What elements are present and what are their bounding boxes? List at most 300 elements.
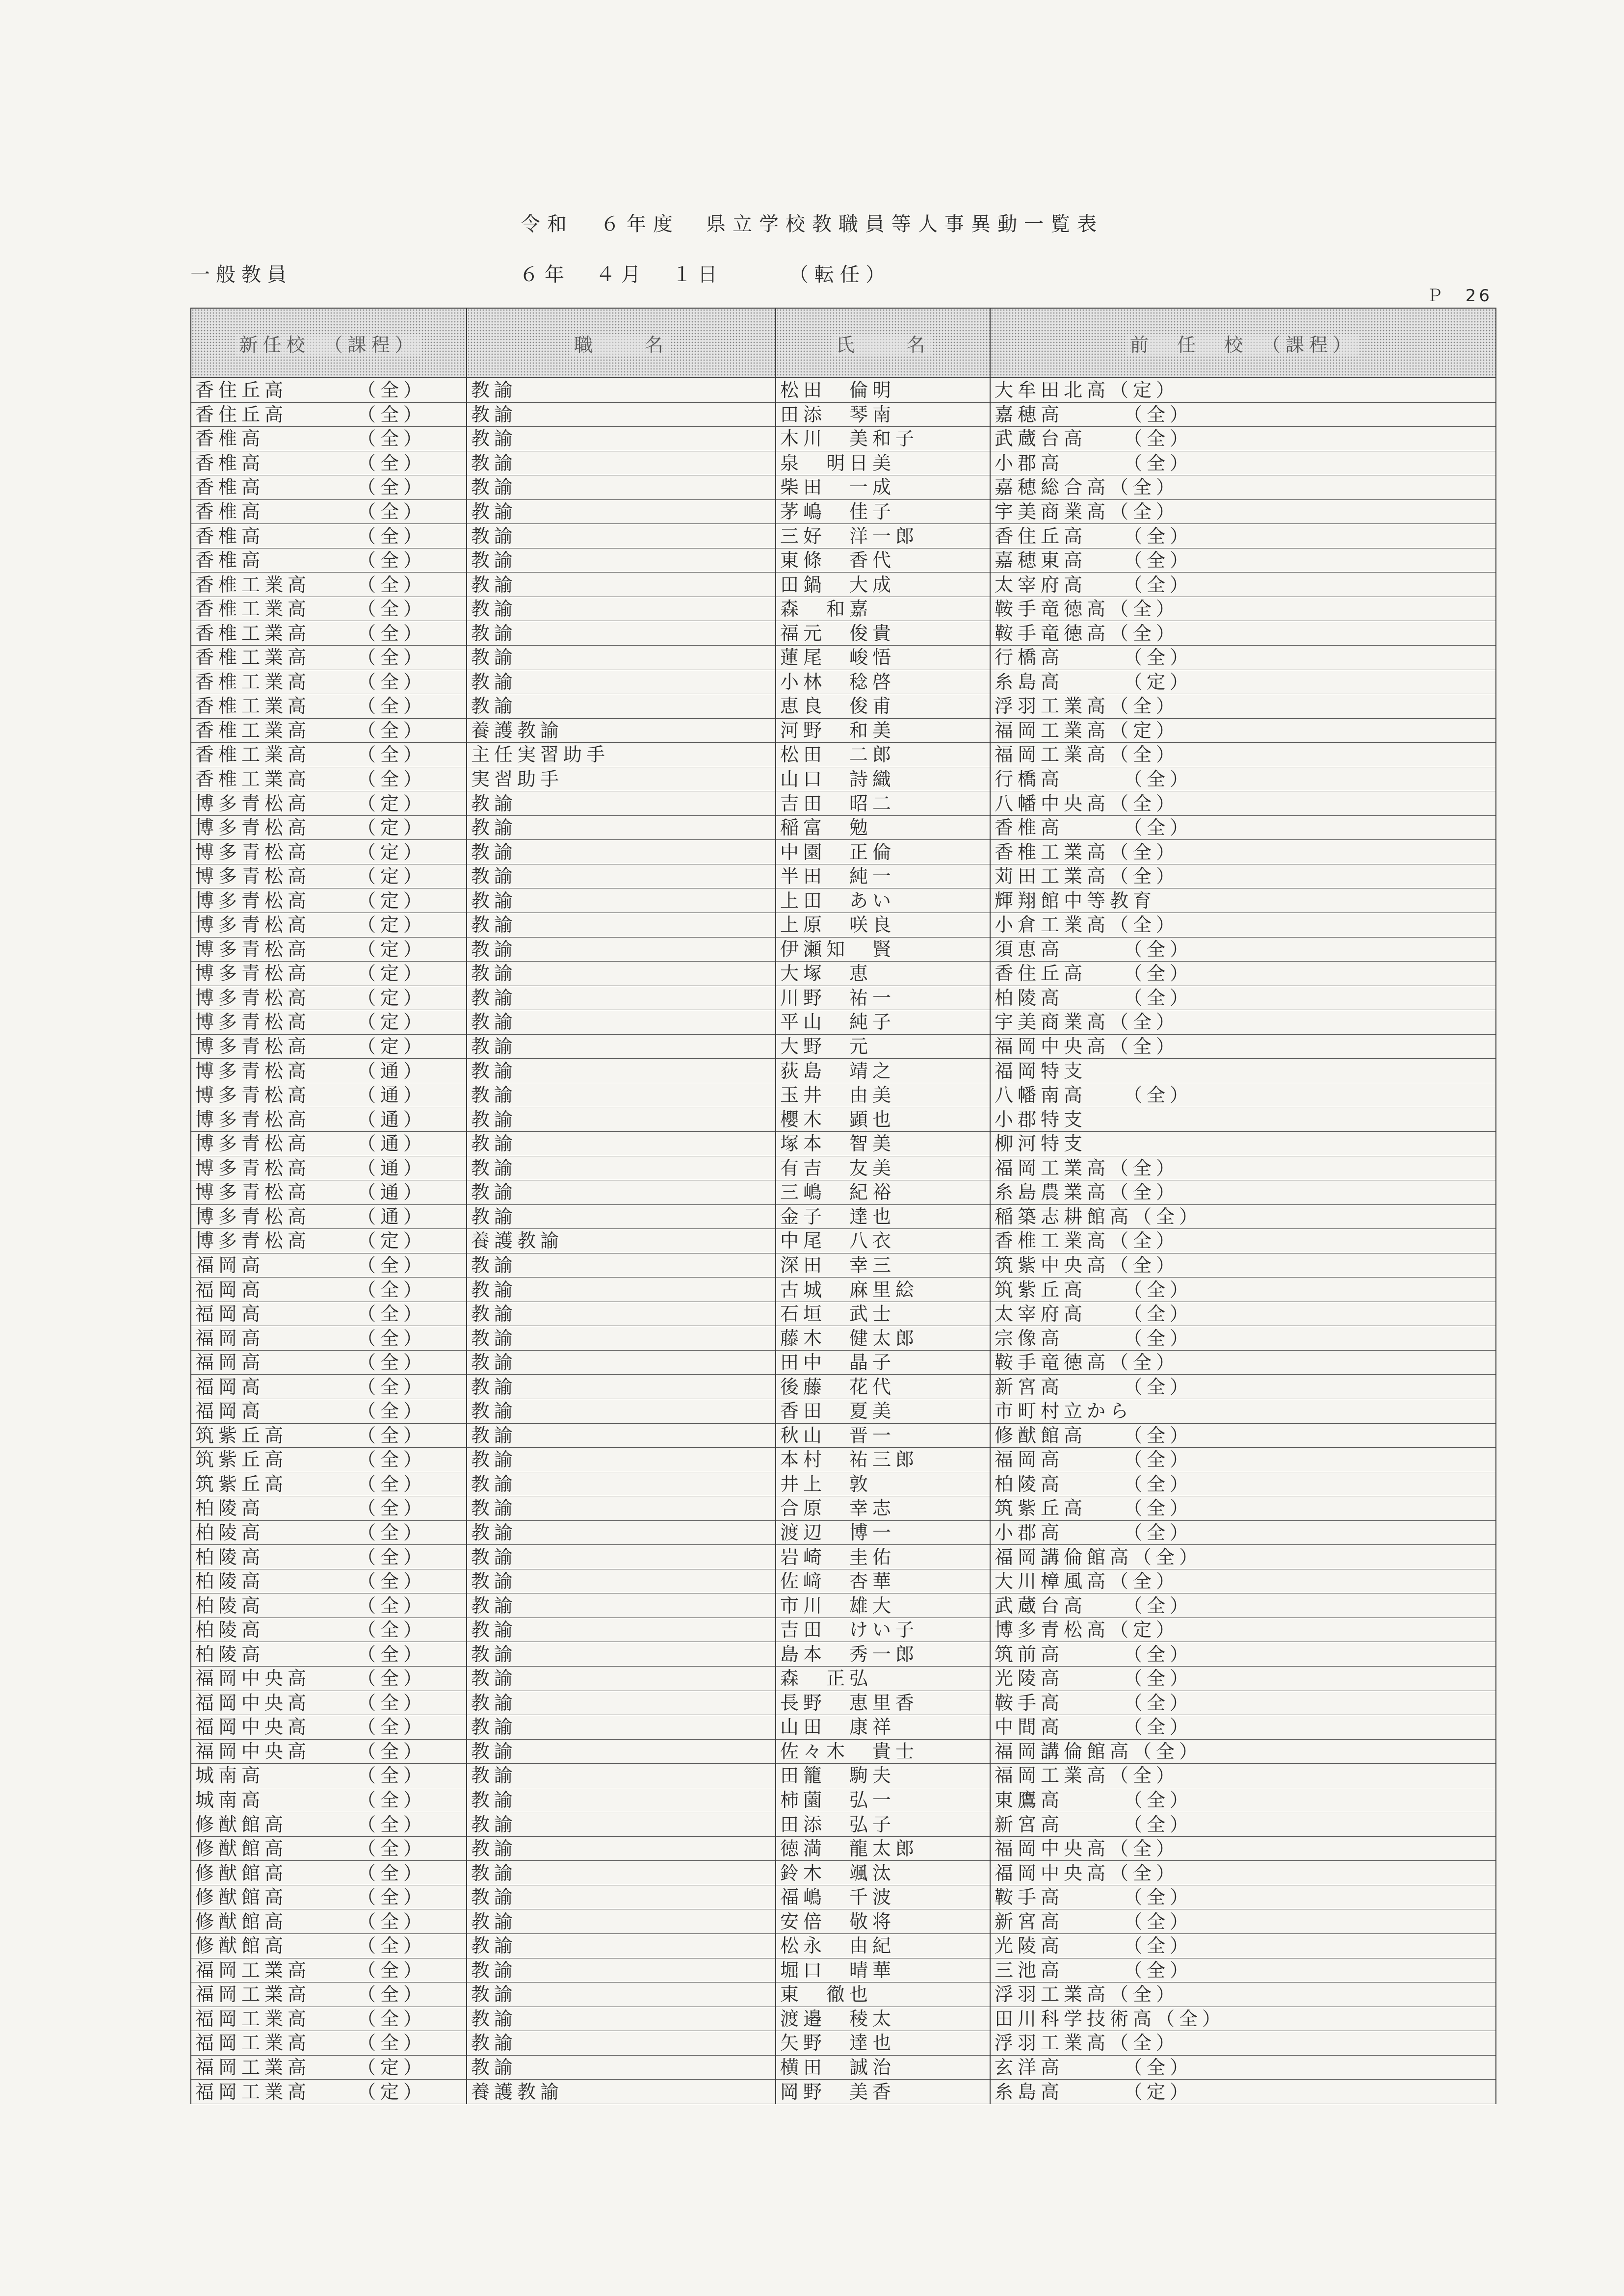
new-school-cell bbox=[191, 1253, 467, 1278]
position-cell: 教諭 bbox=[467, 986, 776, 1010]
table-row bbox=[191, 1448, 1496, 1472]
name-cell: 上原 咲良 bbox=[776, 913, 990, 938]
name-cell: 三嶋 紀裕 bbox=[776, 1180, 990, 1205]
position-cell: 教諭 bbox=[467, 524, 776, 548]
new-school: 博多青松高 bbox=[195, 963, 311, 985]
name-cell: 中尾 八衣 bbox=[776, 1229, 990, 1253]
previous-school-cell: 新宮高 （全） bbox=[990, 1909, 1496, 1934]
position-cell: 教諭 bbox=[467, 1885, 776, 1909]
previous-school-cell: 糸島高 （定） bbox=[990, 2080, 1496, 2104]
new-school: 博多青松高 bbox=[195, 1230, 311, 1252]
name-cell: 市川 雄大 bbox=[776, 1593, 990, 1618]
table-row bbox=[191, 1229, 1496, 1253]
table-row bbox=[191, 913, 1496, 938]
new-school: 香椎工業高 bbox=[195, 695, 311, 717]
table-row bbox=[191, 1204, 1496, 1229]
course: （通） bbox=[357, 1108, 427, 1130]
new-school: 博多青松高 bbox=[195, 889, 311, 912]
position-cell: 教諭 bbox=[467, 1131, 776, 1156]
previous-school-cell: 行橋高 （全） bbox=[990, 646, 1496, 670]
new-school-cell bbox=[191, 1691, 467, 1715]
previous-school-cell: 福岡高 （全） bbox=[990, 1448, 1496, 1472]
new-school-cell bbox=[191, 1010, 467, 1035]
new-school-cell bbox=[191, 427, 467, 451]
new-school-cell bbox=[191, 1229, 467, 1253]
table-row bbox=[191, 646, 1496, 670]
previous-school-cell: 福岡工業高（全） bbox=[990, 1764, 1496, 1788]
position-cell: 教諭 bbox=[467, 1107, 776, 1132]
name-cell: 半田 純一 bbox=[776, 864, 990, 888]
name-cell: 山口 詩織 bbox=[776, 767, 990, 791]
table-row bbox=[191, 427, 1496, 451]
table-row bbox=[191, 962, 1496, 986]
table-row bbox=[191, 1812, 1496, 1837]
name-cell: 松永 由紀 bbox=[776, 1934, 990, 1958]
name-cell: 佐々木 貴士 bbox=[776, 1739, 990, 1764]
new-school: 博多青松高 bbox=[195, 1205, 311, 1227]
previous-school-cell: 小郡特支 bbox=[990, 1107, 1496, 1132]
previous-school-cell: 市町村立から bbox=[990, 1399, 1496, 1423]
table-row bbox=[191, 670, 1496, 694]
course: （全） bbox=[357, 1400, 427, 1422]
position-cell: 養護教諭 bbox=[467, 718, 776, 743]
new-school: 筑紫丘高 bbox=[195, 1473, 288, 1495]
previous-school-cell: 柏陵高 （全） bbox=[990, 1472, 1496, 1496]
name-cell: 藤木 健太郎 bbox=[776, 1326, 990, 1351]
previous-school-cell: 新宮高 （全） bbox=[990, 1375, 1496, 1399]
table-row bbox=[191, 1131, 1496, 1156]
course: （全） bbox=[357, 1521, 427, 1543]
position-cell: 教諭 bbox=[467, 670, 776, 694]
new-school: 福岡高 bbox=[195, 1352, 265, 1374]
new-school: 香椎工業高 bbox=[195, 671, 311, 693]
table-row bbox=[191, 1764, 1496, 1788]
name-cell: 岩崎 圭佑 bbox=[776, 1545, 990, 1569]
course: （定） bbox=[357, 914, 427, 936]
new-school-cell bbox=[191, 1156, 467, 1180]
new-school: 修猷館高 bbox=[195, 1935, 288, 1957]
table-row bbox=[191, 2007, 1496, 2031]
position-cell: 主任実習助手 bbox=[467, 743, 776, 767]
name-cell: 本村 祐三郎 bbox=[776, 1448, 990, 1472]
new-school: 福岡中央高 bbox=[195, 1740, 311, 1762]
table-row bbox=[191, 1350, 1496, 1375]
name-cell: 田鍋 大成 bbox=[776, 573, 990, 597]
name-cell: 小林 稔啓 bbox=[776, 670, 990, 694]
previous-school-cell: 嘉穂高 （全） bbox=[990, 402, 1496, 427]
new-school: 柏陵高 bbox=[195, 1546, 265, 1568]
course: （定） bbox=[357, 2081, 427, 2103]
position-cell: 教諭 bbox=[467, 451, 776, 475]
course: （定） bbox=[357, 938, 427, 960]
name-cell: 塚本 智美 bbox=[776, 1131, 990, 1156]
course: （全） bbox=[357, 598, 427, 620]
name-cell: 鈴木 颯汰 bbox=[776, 1861, 990, 1885]
table-row bbox=[191, 1666, 1496, 1691]
name-cell: 田添 弘子 bbox=[776, 1812, 990, 1837]
position-cell: 教諭 bbox=[467, 548, 776, 573]
name-cell: 金子 達也 bbox=[776, 1204, 990, 1229]
position-cell: 教諭 bbox=[467, 475, 776, 500]
new-school-cell bbox=[191, 743, 467, 767]
position-cell: 教諭 bbox=[467, 2055, 776, 2080]
previous-school-cell: 新宮高 （全） bbox=[990, 1812, 1496, 1837]
course: （全） bbox=[357, 1983, 427, 2006]
position-cell: 実習助手 bbox=[467, 767, 776, 791]
course: （全） bbox=[357, 1765, 427, 1787]
new-school: 福岡工業高 bbox=[195, 2081, 311, 2103]
new-school: 博多青松高 bbox=[195, 1133, 311, 1155]
new-school: 福岡工業高 bbox=[195, 2057, 311, 2078]
new-school: 城南高 bbox=[195, 1765, 265, 1787]
name-cell: 合原 幸志 bbox=[776, 1496, 990, 1521]
table-row bbox=[191, 1958, 1496, 1983]
header-new-school: 新任校 （課程） bbox=[191, 308, 467, 378]
position-cell: 教諭 bbox=[467, 1569, 776, 1593]
new-school: 香椎高 bbox=[195, 452, 265, 474]
previous-school-cell: 光陵高 （全） bbox=[990, 1934, 1496, 1958]
new-school: 福岡中央高 bbox=[195, 1716, 311, 1738]
new-school-cell bbox=[191, 1885, 467, 1909]
table-row bbox=[191, 840, 1496, 864]
new-school-cell bbox=[191, 573, 467, 597]
course: （全） bbox=[357, 501, 427, 522]
table-row bbox=[191, 1107, 1496, 1132]
name-cell: 東 徹也 bbox=[776, 1983, 990, 2007]
name-cell: 東條 香代 bbox=[776, 548, 990, 573]
name-cell: 荻島 靖之 bbox=[776, 1059, 990, 1083]
table-row bbox=[191, 402, 1496, 427]
table-row bbox=[191, 791, 1496, 816]
table-row bbox=[191, 1739, 1496, 1764]
new-school: 福岡工業高 bbox=[195, 2008, 311, 2030]
course: （全） bbox=[357, 1789, 427, 1811]
previous-school-cell: 福岡講倫館高（全） bbox=[990, 1739, 1496, 1764]
position-cell: 教諭 bbox=[467, 1496, 776, 1521]
name-cell: 上田 あい bbox=[776, 888, 990, 913]
effective-date: ６年 ４月 １日 bbox=[519, 263, 723, 286]
course: （全） bbox=[357, 1692, 427, 1714]
name-cell: 秋山 晋一 bbox=[776, 1423, 990, 1448]
previous-school-cell: 香椎高 （全） bbox=[990, 815, 1496, 840]
name-cell: 石垣 武士 bbox=[776, 1302, 990, 1326]
name-cell: 福元 俊貴 bbox=[776, 621, 990, 646]
new-school-cell bbox=[191, 791, 467, 816]
new-school: 博多青松高 bbox=[195, 1060, 311, 1082]
new-school-cell bbox=[191, 888, 467, 913]
new-school-cell bbox=[191, 1180, 467, 1205]
course: （全） bbox=[357, 622, 427, 644]
table-row bbox=[191, 743, 1496, 767]
course: （全） bbox=[357, 695, 427, 717]
name-cell: 茅嶋 佳子 bbox=[776, 499, 990, 524]
name-cell: 河野 和美 bbox=[776, 718, 990, 743]
new-school-cell bbox=[191, 1739, 467, 1764]
course: （全） bbox=[357, 1424, 427, 1446]
previous-school-cell: 筑紫丘高 （全） bbox=[990, 1496, 1496, 1521]
name-cell: 大野 元 bbox=[776, 1034, 990, 1059]
new-school-cell bbox=[191, 1666, 467, 1691]
previous-school-cell: 糸島高 （定） bbox=[990, 670, 1496, 694]
new-school: 香椎高 bbox=[195, 428, 265, 450]
name-cell: 島本 秀一郎 bbox=[776, 1642, 990, 1667]
course: （全） bbox=[357, 744, 427, 766]
name-cell: 安倍 敬将 bbox=[776, 1909, 990, 1934]
new-school: 柏陵高 bbox=[195, 1619, 265, 1641]
new-school-cell bbox=[191, 1812, 467, 1837]
table-row bbox=[191, 986, 1496, 1010]
position-cell: 教諭 bbox=[467, 1618, 776, 1642]
new-school-cell bbox=[191, 2007, 467, 2031]
course: （定） bbox=[357, 963, 427, 985]
new-school-cell bbox=[191, 1569, 467, 1593]
new-school: 福岡工業高 bbox=[195, 1983, 311, 2006]
previous-school-cell: 福岡中央高（全） bbox=[990, 1836, 1496, 1861]
previous-school-cell: 鞍手高 （全） bbox=[990, 1691, 1496, 1715]
previous-school-cell: 鞍手高 （全） bbox=[990, 1885, 1496, 1909]
table-row bbox=[191, 937, 1496, 962]
course: （全） bbox=[357, 1959, 427, 1981]
previous-school-cell: 香椎工業高（全） bbox=[990, 840, 1496, 864]
course: （全） bbox=[357, 1668, 427, 1690]
new-school-cell bbox=[191, 1448, 467, 1472]
staff-category: 一般教員 bbox=[190, 263, 292, 286]
name-cell: 大塚 恵 bbox=[776, 962, 990, 986]
new-school-cell bbox=[191, 1326, 467, 1351]
position-cell: 教諭 bbox=[467, 646, 776, 670]
new-school-cell bbox=[191, 1593, 467, 1618]
previous-school-cell: 稲築志耕館高（全） bbox=[990, 1204, 1496, 1229]
previous-school-cell: 宇美商業高（全） bbox=[990, 499, 1496, 524]
course: （通） bbox=[357, 1060, 427, 1082]
course: （全） bbox=[357, 549, 427, 572]
new-school-cell bbox=[191, 937, 467, 962]
new-school: 福岡高 bbox=[195, 1327, 265, 1349]
course: （全） bbox=[357, 768, 427, 790]
new-school-cell bbox=[191, 1642, 467, 1667]
new-school: 博多青松高 bbox=[195, 792, 311, 814]
table-row bbox=[191, 2055, 1496, 2080]
position-cell: 教諭 bbox=[467, 1399, 776, 1423]
course: （定） bbox=[357, 1230, 427, 1252]
previous-school-cell: 福岡工業高（定） bbox=[990, 718, 1496, 743]
new-school: 博多青松高 bbox=[195, 987, 311, 1009]
position-cell: 教諭 bbox=[467, 499, 776, 524]
position-cell: 教諭 bbox=[467, 1302, 776, 1326]
new-school: 修猷館高 bbox=[195, 1838, 288, 1860]
course: （全） bbox=[357, 1886, 427, 1908]
position-cell: 教諭 bbox=[467, 1909, 776, 1934]
course: （全） bbox=[357, 1327, 427, 1349]
previous-school-cell: 福岡工業高（全） bbox=[990, 1156, 1496, 1180]
course: （全） bbox=[357, 476, 427, 498]
new-school: 福岡中央高 bbox=[195, 1668, 311, 1690]
position-cell: 教諭 bbox=[467, 1642, 776, 1667]
new-school: 修猷館高 bbox=[195, 1886, 288, 1908]
table-row bbox=[191, 815, 1496, 840]
previous-school-cell: 鞍手竜徳高（全） bbox=[990, 597, 1496, 621]
previous-school-cell: 大牟田北高（定） bbox=[990, 378, 1496, 402]
table-row bbox=[191, 1861, 1496, 1885]
new-school: 城南高 bbox=[195, 1789, 265, 1811]
position-cell: 教諭 bbox=[467, 815, 776, 840]
name-cell: 柿薗 弘一 bbox=[776, 1788, 990, 1812]
course: （全） bbox=[357, 1376, 427, 1398]
new-school-cell bbox=[191, 1423, 467, 1448]
new-school: 香椎工業高 bbox=[195, 574, 311, 596]
new-school: 香住丘高 bbox=[195, 379, 288, 401]
new-school-cell bbox=[191, 767, 467, 791]
name-cell: 井上 敦 bbox=[776, 1472, 990, 1496]
previous-school-cell: 田川科学技術高（全） bbox=[990, 2007, 1496, 2031]
new-school: 福岡工業高 bbox=[195, 1959, 311, 1981]
name-cell: 渡辺 博一 bbox=[776, 1520, 990, 1545]
position-cell: 教諭 bbox=[467, 1861, 776, 1885]
transfer-type: （転任） bbox=[789, 263, 891, 286]
course: （通） bbox=[357, 1133, 427, 1155]
new-school: 香椎工業高 bbox=[195, 647, 311, 669]
table-row bbox=[191, 767, 1496, 791]
table-row bbox=[191, 1545, 1496, 1569]
position-cell: 教諭 bbox=[467, 1836, 776, 1861]
previous-school-cell: 鞍手竜徳高（全） bbox=[990, 621, 1496, 646]
position-cell: 教諭 bbox=[467, 913, 776, 938]
previous-school-cell: 八幡中央高（全） bbox=[990, 791, 1496, 816]
previous-school-cell: 鞍手竜徳高（全） bbox=[990, 1350, 1496, 1375]
table-row bbox=[191, 1423, 1496, 1448]
new-school-cell bbox=[191, 1302, 467, 1326]
table-row bbox=[191, 1642, 1496, 1667]
course: （全） bbox=[357, 1619, 427, 1641]
course: （全） bbox=[357, 1716, 427, 1738]
previous-school-cell: 大川樟風高（全） bbox=[990, 1569, 1496, 1593]
previous-school-cell: 修猷館高 （全） bbox=[990, 1423, 1496, 1448]
previous-school-cell: 福岡中央高（全） bbox=[990, 1861, 1496, 1885]
course: （定） bbox=[357, 817, 427, 839]
name-cell: 長野 恵里香 bbox=[776, 1691, 990, 1715]
table-row bbox=[191, 451, 1496, 475]
position-cell: 教諭 bbox=[467, 1423, 776, 1448]
previous-school-cell: 柏陵高 （全） bbox=[990, 986, 1496, 1010]
table-row bbox=[191, 2080, 1496, 2104]
position-cell: 教諭 bbox=[467, 694, 776, 719]
new-school-cell bbox=[191, 1618, 467, 1642]
course: （全） bbox=[357, 1570, 427, 1592]
table-row bbox=[191, 718, 1496, 743]
previous-school-cell: 福岡中央高（全） bbox=[990, 1034, 1496, 1059]
new-school: 博多青松高 bbox=[195, 1036, 311, 1058]
name-cell: 後藤 花代 bbox=[776, 1375, 990, 1399]
table-row bbox=[191, 475, 1496, 500]
table-row bbox=[191, 1934, 1496, 1958]
table-row bbox=[191, 1399, 1496, 1423]
new-school-cell bbox=[191, 1836, 467, 1861]
position-cell: 教諭 bbox=[467, 791, 776, 816]
course: （全） bbox=[357, 719, 427, 741]
table-row bbox=[191, 573, 1496, 597]
previous-school-cell: 小倉工業高（全） bbox=[990, 913, 1496, 938]
position-cell: 教諭 bbox=[467, 1375, 776, 1399]
table-row bbox=[191, 1278, 1496, 1302]
position-cell: 教諭 bbox=[467, 1204, 776, 1229]
course: （通） bbox=[357, 1181, 427, 1203]
course: （全） bbox=[357, 403, 427, 425]
previous-school-cell: 香椎工業高（全） bbox=[990, 1229, 1496, 1253]
name-cell: 泉 明日美 bbox=[776, 451, 990, 475]
new-school-cell bbox=[191, 1788, 467, 1812]
course: （全） bbox=[357, 1449, 427, 1471]
course: （全） bbox=[357, 428, 427, 450]
previous-school-cell: 香住丘高 （全） bbox=[990, 962, 1496, 986]
new-school-cell bbox=[191, 694, 467, 719]
name-cell: 福嶋 千波 bbox=[776, 1885, 990, 1909]
table-row bbox=[191, 1496, 1496, 1521]
new-school-cell bbox=[191, 1350, 467, 1375]
new-school: 修猷館高 bbox=[195, 1910, 288, 1932]
previous-school-cell: 光陵高 （全） bbox=[990, 1666, 1496, 1691]
name-cell: 川野 祐一 bbox=[776, 986, 990, 1010]
table-row bbox=[191, 1618, 1496, 1642]
position-cell: 教諭 bbox=[467, 1034, 776, 1059]
position-cell: 教諭 bbox=[467, 1764, 776, 1788]
new-school-cell bbox=[191, 1545, 467, 1569]
new-school: 博多青松高 bbox=[195, 1157, 311, 1179]
table-header-row bbox=[191, 308, 1496, 378]
course: （定） bbox=[357, 1036, 427, 1058]
position-cell: 教諭 bbox=[467, 621, 776, 646]
previous-school-cell: 糸島農業高（全） bbox=[990, 1180, 1496, 1205]
position-cell: 教諭 bbox=[467, 1545, 776, 1569]
course: （定） bbox=[357, 792, 427, 814]
course: （全） bbox=[357, 671, 427, 693]
header-position: 職 名 bbox=[467, 308, 776, 378]
position-cell: 教諭 bbox=[467, 1326, 776, 1351]
position-cell: 教諭 bbox=[467, 1448, 776, 1472]
course: （全） bbox=[357, 574, 427, 596]
new-school-cell bbox=[191, 1983, 467, 2007]
name-cell: 深田 幸三 bbox=[776, 1253, 990, 1278]
new-school-cell bbox=[191, 718, 467, 743]
course: （全） bbox=[357, 1254, 427, 1276]
new-school: 博多青松高 bbox=[195, 1011, 311, 1033]
name-cell: 玉井 由美 bbox=[776, 1083, 990, 1107]
name-cell: 松田 倫明 bbox=[776, 378, 990, 402]
new-school: 香椎高 bbox=[195, 476, 265, 498]
name-cell: 矢野 達也 bbox=[776, 2031, 990, 2056]
course: （全） bbox=[357, 379, 427, 401]
course: （全） bbox=[357, 647, 427, 669]
previous-school-cell: 浮羽工業高（全） bbox=[990, 694, 1496, 719]
new-school-cell bbox=[191, 864, 467, 888]
course: （全） bbox=[357, 1935, 427, 1957]
position-cell: 教諭 bbox=[467, 1788, 776, 1812]
position-cell: 教諭 bbox=[467, 1715, 776, 1740]
previous-school-cell: 行橋高 （全） bbox=[990, 767, 1496, 791]
table-row bbox=[191, 1520, 1496, 1545]
course: （全） bbox=[357, 452, 427, 474]
header-previous-school: 前 任 校 （課程） bbox=[990, 308, 1496, 378]
name-cell: 松田 二郎 bbox=[776, 743, 990, 767]
new-school: 香椎工業高 bbox=[195, 744, 311, 766]
course: （定） bbox=[357, 865, 427, 887]
new-school-cell bbox=[191, 815, 467, 840]
new-school-cell bbox=[191, 1034, 467, 1059]
new-school-cell bbox=[191, 646, 467, 670]
table-row bbox=[191, 1302, 1496, 1326]
position-cell: 教諭 bbox=[467, 1472, 776, 1496]
previous-school-cell: 太宰府高 （全） bbox=[990, 1302, 1496, 1326]
new-school: 柏陵高 bbox=[195, 1643, 265, 1665]
